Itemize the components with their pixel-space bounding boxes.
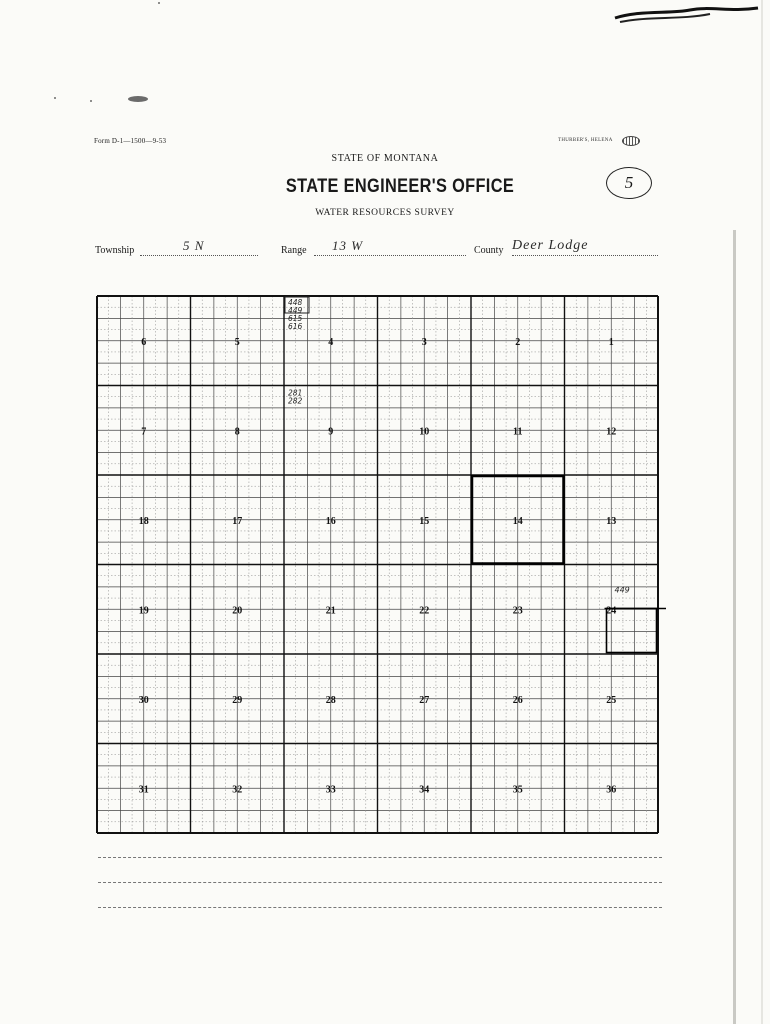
section-number: 9	[328, 426, 334, 438]
section-number: 24	[606, 605, 617, 617]
section-number: 6	[141, 336, 147, 348]
section-number: 26	[512, 694, 523, 706]
section-number: 8	[234, 426, 240, 438]
section-number: 29	[232, 694, 243, 706]
section-number: 31	[138, 784, 149, 796]
township-value: 5 N	[183, 238, 205, 253]
section-number: 27	[419, 694, 430, 706]
section-number: 23	[512, 605, 523, 617]
notes-line	[98, 907, 662, 908]
section-number: 4	[328, 336, 334, 348]
section-number: 21	[325, 605, 336, 617]
annotation-section-9: 282	[288, 396, 303, 406]
section-number: 5	[234, 336, 240, 348]
county-label: County	[474, 245, 504, 256]
section-number: 12	[606, 426, 617, 438]
printer-mark: THURBER'S, HELENA	[558, 138, 613, 143]
section-number: 32	[232, 784, 243, 796]
section-number: 13	[606, 515, 617, 527]
annotation-section-4: 448	[288, 298, 303, 307]
section-number: 1	[608, 336, 614, 348]
notes-line	[98, 857, 662, 858]
section-number: 7	[141, 426, 147, 438]
section-number: 30	[138, 694, 149, 706]
section-number: 34	[419, 784, 430, 796]
state-name-text: STATE OF MONTANA	[331, 153, 439, 164]
survey-title: WATER RESOURCES SURVEY	[315, 208, 455, 218]
form-code: Form D-1—1500—9-53	[94, 137, 167, 145]
annotation-section-4: 615	[288, 314, 303, 323]
section-number: 15	[419, 515, 430, 527]
annotation-section-24: 449	[614, 585, 630, 595]
section-number: 10	[419, 426, 430, 438]
township-label: Township	[95, 245, 135, 256]
section-number: 14	[512, 515, 523, 527]
section-number: 3	[421, 336, 427, 348]
section-number: 25	[606, 694, 617, 706]
section-number: 35	[512, 784, 523, 796]
circled-number: 5	[606, 167, 652, 199]
notes-line	[98, 882, 662, 883]
section-number: 28	[325, 694, 336, 706]
section-number: 36	[606, 784, 617, 796]
section-number: 18	[138, 515, 149, 527]
annotation-section-9: 281	[288, 388, 303, 398]
section-number: 19	[138, 605, 149, 617]
section-number: 11	[513, 426, 523, 438]
annotation-section-4: 616	[288, 322, 303, 331]
office-title: STATE ENGINEER'S OFFICE	[285, 176, 515, 197]
section-number: 16	[325, 515, 336, 527]
annotation-section-4: 449	[288, 306, 303, 315]
range-label: Range	[281, 245, 307, 256]
section-number: 22	[419, 605, 430, 617]
section-number: 20	[232, 605, 243, 617]
range-value: 13 W	[332, 238, 364, 253]
section-number: 2	[515, 336, 521, 348]
section-number: 17	[232, 515, 243, 527]
section-number: 33	[325, 784, 336, 796]
county-value: Deer Lodge	[512, 238, 589, 253]
